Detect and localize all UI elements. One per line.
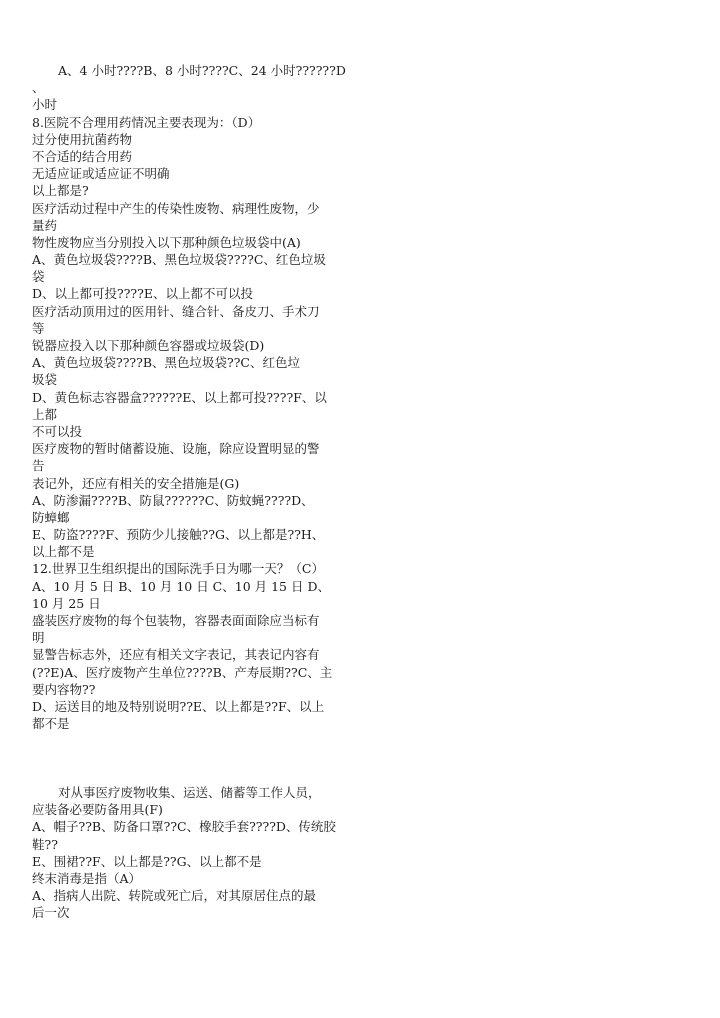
text-line: A、10 月 5 日 B、10 月 10 日 C、10 月 15 日 D、	[32, 578, 330, 594]
text-line: 、	[32, 80, 45, 96]
question-text: 终末消毒是指（A）	[32, 870, 142, 886]
text-line: 都不是	[32, 716, 70, 732]
text-line: 不可以投	[32, 423, 83, 439]
text-line: 过分使用抗菌药物	[32, 131, 133, 147]
question-text: 医疗废物的暂时储蓄设施、设施，除应设置明显的警	[32, 441, 320, 457]
text-line: 表记外，还应有相关的安全措施是(G)	[32, 475, 240, 491]
text-line: 后一次	[32, 905, 70, 921]
text-line: 防蟑螂	[32, 509, 70, 525]
text-line: 量药	[32, 217, 58, 233]
text-line: 小时	[32, 97, 58, 113]
text-line: 10 月 25 日	[32, 595, 101, 611]
text-line: A、帽子??B、防备口罩??C、橡胶手套????D、传统胶	[32, 819, 336, 835]
text-line: A、黄色垃圾袋????B、黑色垃圾袋??C、红色垃	[32, 355, 300, 371]
question-text: 对从事医疗废物收集、运送、储蓄等工作人员，	[58, 785, 321, 800]
text-line: 物性废物应当分别投入以下那种颜色垃圾袋中(A)	[32, 234, 301, 250]
text-block-1	[32, 62, 352, 732]
text-line: 锐器应投入以下那种颜色容器或垃圾袋(D)	[32, 338, 265, 353]
text-line: 以上都是?	[32, 183, 89, 199]
text-line: A、黄色垃圾袋????B、黑色垃圾袋????C、红色垃圾	[32, 252, 326, 268]
text-line: D、黄色标志容器盒??????E、以上都可投????F、以	[32, 389, 327, 405]
text-line: 显警告标志外，还应有相关文字表记，其表记内容有	[32, 647, 320, 663]
text-line: 圾袋	[32, 372, 58, 388]
text-line: D、以上都可投????E、以上都不可以投	[32, 286, 253, 302]
text-line: 要内容物??	[32, 681, 96, 697]
question-8: 8.医院不合理用药情况主要表现为：（D）	[32, 114, 261, 130]
text-line: E、防盗????F、预防少儿接触??G、以上都是??H、	[32, 527, 325, 543]
text-line: 袋	[32, 269, 45, 285]
text-line: 以上都不是	[32, 544, 95, 560]
text-line: 等	[32, 320, 45, 336]
text-line: A、防渗漏????B、防鼠??????C、防蚊蝇????D、	[32, 492, 314, 508]
question-text: 盛装医疗废物的每个包装物，容器表面面除应当标有	[32, 613, 320, 628]
text-line: 告	[32, 458, 45, 474]
text-line: D、运送目的地及特别说明??E、以上都是??F、以上	[32, 698, 325, 714]
text-block-2	[32, 784, 352, 922]
text-line: E、围裙??F、以上都是??G、以上都不是	[32, 853, 262, 869]
question-text: 医疗活动顶用过的医用针、缝合针、备皮刀、手术刀	[32, 303, 320, 319]
text-line: 鞋??	[32, 836, 58, 852]
question-12: 12.世界卫生组织提出的国际洗手日为哪一天？（C）	[32, 561, 324, 577]
text-line: A、指病人出院、转院或死亡后，对其原居住点的最	[32, 888, 317, 904]
question-text: 医疗活动过程中产生的传染性废物、病理性废物，少	[32, 200, 320, 216]
text-line: A、4 小时????B、8 小时????C、24 小时??????D	[58, 63, 346, 78]
text-line: 应装备必要防备用具(F)	[32, 802, 163, 818]
text-line: 不合适的结合用药	[32, 148, 133, 164]
text-line: 明	[32, 630, 45, 646]
text-line: 无适应证或适应证不明确	[32, 166, 170, 182]
text-line: 上都	[32, 406, 58, 422]
text-line: (??E)A、医疗废物产生单位????B、产寿辰期??C、主	[32, 664, 333, 680]
